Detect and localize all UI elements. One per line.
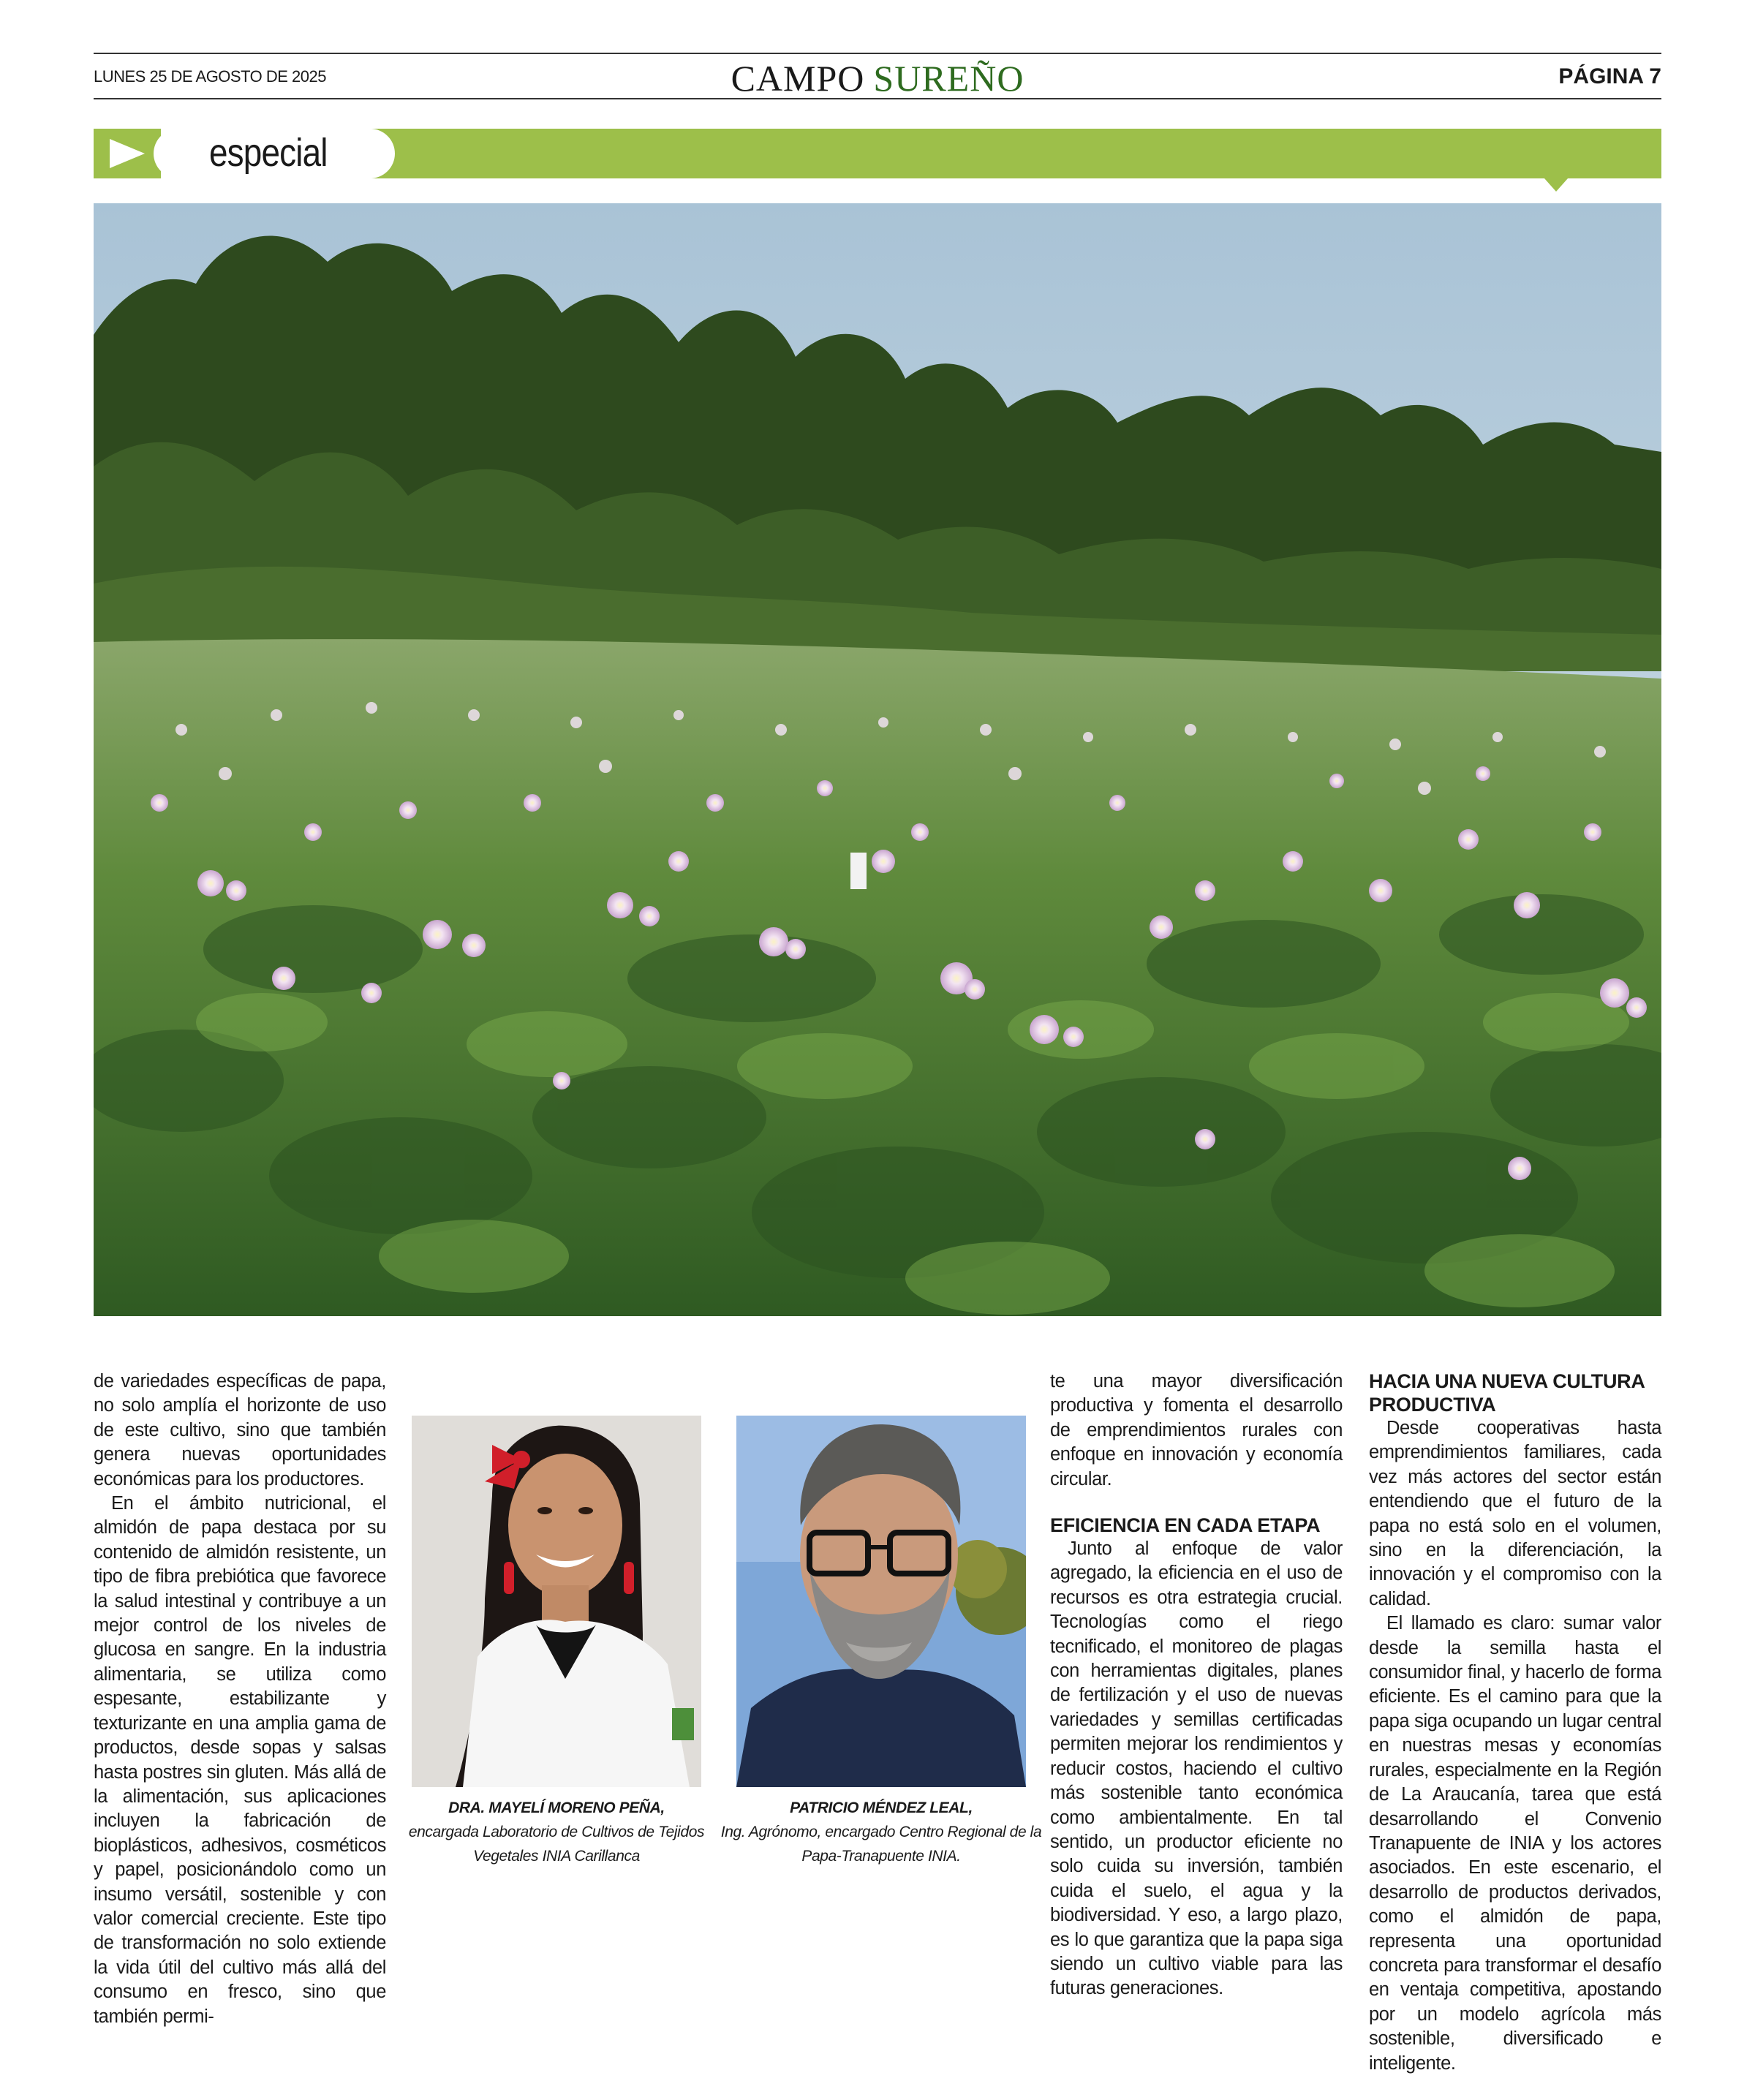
article-column-3: [1050, 1370, 1343, 2001]
portrait-caption-mendez: [720, 1796, 1042, 1868]
section-bar-pointer: [1544, 178, 1568, 192]
portrait-photo-moreno: [412, 1416, 701, 1787]
subheading-eficiencia: EFICIENCIA EN CADA ETAPA: [1050, 1514, 1321, 1537]
masthead-word-campo: CAMPO: [731, 58, 865, 99]
masthead-word-sureno: SUREÑO: [873, 58, 1024, 99]
portrait-name: DRA. MAYELÍ MORENO PEÑA,: [448, 1799, 665, 1816]
play-arrow-icon: [94, 129, 161, 178]
portrait-photo-mendez: [736, 1416, 1026, 1787]
paragraph: te una mayor diversificación productiva y fomenta el desarrollo de emprendimientos rurales con enfoque en innovación y economía circular.: [1050, 1371, 1343, 1489]
section-bar: [371, 129, 1661, 178]
potato-field-photo: [94, 203, 1661, 1316]
paragraph: El llamado es claro: sumar valor desde la semilla hasta el consumidor final, y hacerlo de forma eficiente. Es el camino para que la papa siga ocupando un lugar central en nuestras mesas y economías rurales, especialmente en la Región de La Araucanía, tarea que está desarrollando el Convenio Tranapuente de INIA y los actores asociados. En este escenario, el desarrollo de productos derivados, como el almidón de papa, representa una oportunidad concreta para transformar el desafío en ventaja competitiva, apostando por un modelo agrícola más sostenible, diversificado e inteligente.: [1369, 1613, 1661, 2074]
paragraph: de variedades específicas de papa, no solo amplía el horizonte de uso de este cultivo, sino que también genera nuevas oportunidades económicas para los productores.: [94, 1371, 386, 1489]
issue-date: LUNES 25 DE AGOSTO DE 2025: [94, 67, 326, 86]
page-header: [94, 53, 1661, 99]
paragraph: Desde cooperativas hasta emprendimientos familiares, cada vez más actores del sector están entendiendo que el futuro de la papa no está solo en el volumen, sino en la diferenciación, la innovación y el compromiso con la calidad.: [1369, 1418, 1661, 1609]
portrait-name: PATRICIO MÉNDEZ LEAL,: [790, 1799, 973, 1816]
section-band: [94, 129, 1661, 178]
portrait-role: Ing. Agrónomo, encargado Centro Regional de la Papa-Tranapuente INIA.: [720, 1824, 1042, 1865]
paragraph: Junto al enfoque de valor agregado, la eficiencia en el uso de recursos es otra estrategia crucial. Tecnologías como el riego tecnificado, el monitoreo de plagas con herramientas digitales, planes de fertilización y el uso de nuevas variedades y semillas certificadas permiten mejorar los rendimientos y reducir costos, haciendo el cultivo más sostenible tanto económica como ambientalmente. En tal sentido, un productor eficiente no solo cuida su inversión, también cuida el suelo, el agua y la biodiversidad. Y eso, a largo plazo, es lo que garantiza que la papa siga siendo un cultivo viable para las futuras generaciones.: [1050, 1538, 1343, 1999]
article-column-1: [94, 1370, 386, 2029]
portrait-role: encargada Laboratorio de Cultivos de Tejidos Vegetales INIA Carillanca: [408, 1824, 705, 1865]
page-number: PÁGINA 7: [1558, 64, 1661, 88]
portrait-caption-moreno: [396, 1796, 717, 1868]
subheading-nueva-cultura: HACIA UNA NUEVA CULTURA PRODUCTIVA: [1369, 1370, 1645, 1416]
masthead-logo: [94, 57, 1661, 99]
section-label: especial: [209, 131, 328, 175]
article-column-4: [1369, 1370, 1661, 2076]
paragraph: En el ámbito nutricional, el almidón de papa destaca por su contenido de almidón resistente, un tipo de fibra prebiótica que favorece la salud intestinal y contribuye a un mejor control de los niveles de glucosa en sangre. En la industria alimentaria, se utiliza como espesante, estabilizante y texturizante en una amplia gama de productos, desde sopas y salsas hasta postres sin gluten. Más allá de la alimentación, sus aplicaciones incluyen la fabricación de bioplásticos, adhesivos, cosméticos y papel, posicionándolo como un insumo versátil, sostenible y con valor comercial creciente. Este tipo de transformación no solo extiende la vida útil del cultivo más allá del consumo en fresco, sino que también permi-: [94, 1493, 386, 2027]
